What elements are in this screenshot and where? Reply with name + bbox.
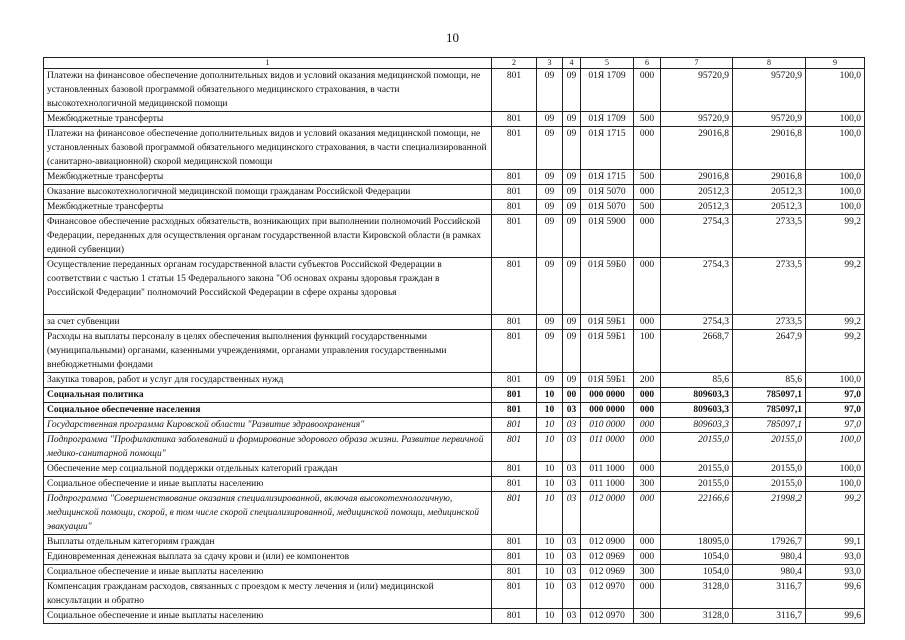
executed-amount-cell: 2733,5 — [733, 315, 806, 330]
planned-amount-cell: 2754,3 — [661, 258, 733, 315]
section-code-cell: 09 — [537, 373, 563, 388]
section-code-cell: 10 — [537, 433, 563, 462]
planned-amount-cell: 1054,0 — [661, 550, 733, 565]
expense-type-cell: 100 — [634, 330, 661, 373]
table-row — [44, 200, 865, 215]
target-article-cell: 01Я 59Б1 — [581, 330, 634, 373]
subsection-code-cell: 03 — [563, 433, 581, 462]
section-code-cell: 10 — [537, 462, 563, 477]
table-row — [44, 565, 865, 580]
executed-amount-cell: 2733,5 — [733, 258, 806, 315]
ministry-code-cell: 801 — [492, 373, 537, 388]
ministry-code-cell: 801 — [492, 170, 537, 185]
planned-amount-cell: 20512,3 — [661, 185, 733, 200]
execution-percent-cell: 100,0 — [806, 112, 865, 127]
section-code-cell: 09 — [537, 185, 563, 200]
target-article-cell: 010 0000 — [581, 418, 634, 433]
page-number: 10 — [446, 30, 459, 45]
planned-amount-cell: 809603,3 — [661, 403, 733, 418]
target-article-cell: 011 1000 — [581, 477, 634, 492]
target-article-cell: 01Я 1709 — [581, 69, 634, 112]
execution-percent-cell: 99,2 — [806, 215, 865, 258]
target-article-cell: 012 0000 — [581, 492, 634, 535]
expense-type-cell: 500 — [634, 200, 661, 215]
execution-percent-cell: 99,2 — [806, 330, 865, 373]
target-article-cell: 01Я 5900 — [581, 215, 634, 258]
ministry-code-cell: 801 — [492, 185, 537, 200]
planned-amount-cell: 85,6 — [661, 373, 733, 388]
table-row — [44, 433, 865, 462]
section-code-cell: 10 — [537, 550, 563, 565]
expense-name-cell: Закупка товаров, работ и услуг для государственных нужд — [44, 373, 492, 388]
planned-amount-cell: 22166,6 — [661, 492, 733, 535]
table-row — [44, 373, 865, 388]
expense-name-cell: Платежи на финансовое обеспечение дополнительных видов и условий оказания медицинской помощи, не установленных базовой программой обязательного медицинского страхования, в части высокотехнологичной медицинской помощи — [44, 69, 492, 112]
header-cell: 6 — [634, 58, 661, 69]
executed-amount-cell: 2647,9 — [733, 330, 806, 373]
execution-percent-cell: 100,0 — [806, 170, 865, 185]
section-code-cell: 09 — [537, 69, 563, 112]
subsection-code-cell: 09 — [563, 69, 581, 112]
planned-amount-cell: 20155,0 — [661, 462, 733, 477]
expense-name-cell: Финансовое обеспечение расходных обязательств, возникающих при выполнении полномочий Российской Федерации, переданных для осуществления органам государственной власти Кировской области (в рамках единой субвенции) — [44, 215, 492, 258]
target-article-cell: 01Я 59Б1 — [581, 373, 634, 388]
executed-amount-cell: 20155,0 — [733, 433, 806, 462]
section-code-cell: 10 — [537, 403, 563, 418]
target-article-cell: 000 0000 — [581, 403, 634, 418]
target-article-cell: 01Я 1709 — [581, 112, 634, 127]
execution-percent-cell: 99,6 — [806, 609, 865, 624]
ministry-code-cell: 801 — [492, 565, 537, 580]
header-row — [44, 58, 865, 69]
expense-name-cell: Государственная программа Кировской области "Развитие здравоохранения" — [44, 418, 492, 433]
table-row — [44, 580, 865, 609]
header-cell: 2 — [492, 58, 537, 69]
section-code-cell: 10 — [537, 492, 563, 535]
expense-type-cell: 300 — [634, 565, 661, 580]
subsection-code-cell: 03 — [563, 477, 581, 492]
ministry-code-cell: 801 — [492, 462, 537, 477]
planned-amount-cell: 809603,3 — [661, 418, 733, 433]
table-row — [44, 127, 865, 170]
table-row — [44, 609, 865, 624]
ministry-code-cell: 801 — [492, 580, 537, 609]
execution-percent-cell: 99,1 — [806, 535, 865, 550]
subsection-code-cell: 09 — [563, 258, 581, 315]
execution-percent-cell: 97,0 — [806, 418, 865, 433]
section-code-cell: 10 — [537, 477, 563, 492]
table-row — [44, 492, 865, 535]
expense-name-cell: Оказание высокотехнологичной медицинской помощи гражданам Российской Федерации — [44, 185, 492, 200]
executed-amount-cell: 3116,7 — [733, 580, 806, 609]
ministry-code-cell: 801 — [492, 330, 537, 373]
header-cell: 8 — [733, 58, 806, 69]
table-row — [44, 185, 865, 200]
subsection-code-cell: 09 — [563, 200, 581, 215]
ministry-code-cell: 801 — [492, 609, 537, 624]
subsection-code-cell: 09 — [563, 373, 581, 388]
subsection-code-cell: 03 — [563, 418, 581, 433]
header-cell: 1 — [44, 58, 492, 69]
expense-name-cell: Единовременная денежная выплата за сдачу крови и (или) ее компонентов — [44, 550, 492, 565]
ministry-code-cell: 801 — [492, 315, 537, 330]
ministry-code-cell: 801 — [492, 535, 537, 550]
execution-percent-cell: 99,6 — [806, 580, 865, 609]
subsection-code-cell: 00 — [563, 388, 581, 403]
expense-name-cell: Социальное обеспечение и иные выплаты населению — [44, 609, 492, 624]
executed-amount-cell: 20512,3 — [733, 200, 806, 215]
expense-name-cell: Межбюджетные трансферты — [44, 200, 492, 215]
section-code-cell: 09 — [537, 330, 563, 373]
expense-type-cell: 000 — [634, 127, 661, 170]
expense-name-cell: Социальное обеспечение населения — [44, 403, 492, 418]
ministry-code-cell: 801 — [492, 418, 537, 433]
planned-amount-cell: 2668,7 — [661, 330, 733, 373]
expense-type-cell: 300 — [634, 609, 661, 624]
executed-amount-cell: 785097,1 — [733, 403, 806, 418]
executed-amount-cell: 21998,2 — [733, 492, 806, 535]
expense-name-cell: Осуществление переданных органам государственной власти субъектов Российской Федерации в соответствии с частью 1 статьи 15 Федерального закона "Об основах охраны здоровья граждан в Российской Федерации" полномочий Российской Федерации в сфере охраны здоровья — [44, 258, 492, 315]
subsection-code-cell: 03 — [563, 492, 581, 535]
section-code-cell: 10 — [537, 609, 563, 624]
expense-type-cell: 000 — [634, 535, 661, 550]
planned-amount-cell: 20155,0 — [661, 477, 733, 492]
header-cell: 3 — [537, 58, 563, 69]
target-article-cell: 01Я 5070 — [581, 185, 634, 200]
table-row — [44, 550, 865, 565]
planned-amount-cell: 3128,0 — [661, 609, 733, 624]
target-article-cell: 012 0969 — [581, 550, 634, 565]
execution-percent-cell: 100,0 — [806, 433, 865, 462]
planned-amount-cell: 2754,3 — [661, 215, 733, 258]
expense-name-cell: Социальное обеспечение и иные выплаты населению — [44, 565, 492, 580]
executed-amount-cell: 2733,5 — [733, 215, 806, 258]
expense-name-cell: Компенсация гражданам расходов, связанных с проездом к месту лечения и (или) медицинской консультации и обратно — [44, 580, 492, 609]
section-code-cell: 09 — [537, 112, 563, 127]
target-article-cell: 012 0970 — [581, 580, 634, 609]
expense-name-cell: за счет субвенции — [44, 315, 492, 330]
ministry-code-cell: 801 — [492, 477, 537, 492]
execution-percent-cell: 99,2 — [806, 258, 865, 315]
table-row — [44, 315, 865, 330]
ministry-code-cell: 801 — [492, 127, 537, 170]
planned-amount-cell: 3128,0 — [661, 580, 733, 609]
execution-percent-cell: 99,2 — [806, 315, 865, 330]
table-row — [44, 477, 865, 492]
expense-name-cell: Подпрограмма "Совершенствование оказания специализированной, включая высокотехнологичную, медицинской помощи, скорой, в том числе скорой специализированной, медицинской помощи, медицинской эвакуации" — [44, 492, 492, 535]
planned-amount-cell: 29016,8 — [661, 170, 733, 185]
expense-type-cell: 000 — [634, 492, 661, 535]
planned-amount-cell: 18095,0 — [661, 535, 733, 550]
executed-amount-cell: 29016,8 — [733, 170, 806, 185]
expense-type-cell: 300 — [634, 477, 661, 492]
expense-type-cell: 000 — [634, 69, 661, 112]
execution-percent-cell: 100,0 — [806, 462, 865, 477]
subsection-code-cell: 03 — [563, 580, 581, 609]
executed-amount-cell: 785097,1 — [733, 418, 806, 433]
section-code-cell: 09 — [537, 315, 563, 330]
executed-amount-cell: 20155,0 — [733, 462, 806, 477]
section-code-cell: 09 — [537, 127, 563, 170]
expense-type-cell: 500 — [634, 170, 661, 185]
section-code-cell: 10 — [537, 388, 563, 403]
subsection-code-cell: 03 — [563, 535, 581, 550]
execution-percent-cell: 97,0 — [806, 388, 865, 403]
subsection-code-cell: 03 — [563, 550, 581, 565]
section-code-cell: 10 — [537, 580, 563, 609]
ministry-code-cell: 801 — [492, 550, 537, 565]
target-article-cell: 011 0000 — [581, 433, 634, 462]
expense-type-cell: 000 — [634, 258, 661, 315]
section-code-cell: 09 — [537, 200, 563, 215]
target-article-cell: 012 0900 — [581, 535, 634, 550]
table-row — [44, 418, 865, 433]
expense-type-cell: 000 — [634, 388, 661, 403]
table-row — [44, 462, 865, 477]
expense-name-cell: Межбюджетные трансферты — [44, 170, 492, 185]
subsection-code-cell: 03 — [563, 403, 581, 418]
section-code-cell: 10 — [537, 535, 563, 550]
ministry-code-cell: 801 — [492, 492, 537, 535]
executed-amount-cell: 785097,1 — [733, 388, 806, 403]
table-row — [44, 112, 865, 127]
table-row — [44, 170, 865, 185]
expense-type-cell: 000 — [634, 418, 661, 433]
ministry-code-cell: 801 — [492, 433, 537, 462]
target-article-cell: 011 1000 — [581, 462, 634, 477]
ministry-code-cell: 801 — [492, 215, 537, 258]
target-article-cell: 012 0969 — [581, 565, 634, 580]
section-code-cell: 09 — [537, 258, 563, 315]
table-row — [44, 258, 865, 315]
header-cell: 5 — [581, 58, 634, 69]
expense-type-cell: 000 — [634, 185, 661, 200]
subsection-code-cell: 03 — [563, 609, 581, 624]
expense-type-cell: 000 — [634, 580, 661, 609]
executed-amount-cell: 29016,8 — [733, 127, 806, 170]
header-cell: 9 — [806, 58, 865, 69]
executed-amount-cell: 20155,0 — [733, 477, 806, 492]
subsection-code-cell: 09 — [563, 170, 581, 185]
expense-name-cell: Межбюджетные трансферты — [44, 112, 492, 127]
expense-type-cell: 000 — [634, 550, 661, 565]
execution-percent-cell: 100,0 — [806, 200, 865, 215]
target-article-cell: 01Я 1715 — [581, 170, 634, 185]
execution-percent-cell: 99,2 — [806, 492, 865, 535]
target-article-cell: 012 0970 — [581, 609, 634, 624]
planned-amount-cell: 95720,9 — [661, 69, 733, 112]
planned-amount-cell: 20512,3 — [661, 200, 733, 215]
execution-percent-cell: 97,0 — [806, 403, 865, 418]
subsection-code-cell: 09 — [563, 127, 581, 170]
header-cell: 4 — [563, 58, 581, 69]
execution-percent-cell: 100,0 — [806, 373, 865, 388]
subsection-code-cell: 09 — [563, 185, 581, 200]
execution-percent-cell: 93,0 — [806, 550, 865, 565]
section-code-cell: 10 — [537, 418, 563, 433]
expense-name-cell: Обеспечение мер социальной поддержки отдельных категорий граждан — [44, 462, 492, 477]
ministry-code-cell: 801 — [492, 112, 537, 127]
expense-type-cell: 000 — [634, 215, 661, 258]
target-article-cell: 01Я 5070 — [581, 200, 634, 215]
subsection-code-cell: 09 — [563, 330, 581, 373]
expense-name-cell: Расходы на выплаты персоналу в целях обеспечения выполнения функций государственными (муниципальными) органами, казенными учреждениями, органами управления государственными внебюджетными фондами — [44, 330, 492, 373]
executed-amount-cell: 980,4 — [733, 565, 806, 580]
planned-amount-cell: 809603,3 — [661, 388, 733, 403]
executed-amount-cell: 980,4 — [733, 550, 806, 565]
planned-amount-cell: 95720,9 — [661, 112, 733, 127]
expense-name-cell: Социальное обеспечение и иные выплаты населению — [44, 477, 492, 492]
section-code-cell: 09 — [537, 215, 563, 258]
expense-type-cell: 500 — [634, 112, 661, 127]
subsection-code-cell: 03 — [563, 565, 581, 580]
subsection-code-cell: 09 — [563, 112, 581, 127]
target-article-cell: 01Я 59Б1 — [581, 315, 634, 330]
expense-type-cell: 000 — [634, 403, 661, 418]
expense-type-cell: 200 — [634, 373, 661, 388]
table-row — [44, 330, 865, 373]
subsection-code-cell: 03 — [563, 462, 581, 477]
header-cell: 7 — [661, 58, 733, 69]
ministry-code-cell: 801 — [492, 388, 537, 403]
table-row — [44, 535, 865, 550]
expense-type-cell: 000 — [634, 462, 661, 477]
ministry-code-cell: 801 — [492, 69, 537, 112]
ministry-code-cell: 801 — [492, 200, 537, 215]
expense-name-cell: Платежи на финансовое обеспечение дополнительных видов и условий оказания медицинской помощи, не установленных базовой программой обязательного медицинского страхования, в части специализированной (санитарно-авиационной) скорой медицинской помощи — [44, 127, 492, 170]
ministry-code-cell: 801 — [492, 403, 537, 418]
executed-amount-cell: 95720,9 — [733, 112, 806, 127]
executed-amount-cell: 85,6 — [733, 373, 806, 388]
section-code-cell: 10 — [537, 565, 563, 580]
planned-amount-cell: 2754,3 — [661, 315, 733, 330]
expense-name-cell: Подпрограмма "Профилактика заболеваний и формирование здорового образа жизни. Развитие первичной медико-санитарной помощи" — [44, 433, 492, 462]
planned-amount-cell: 20155,0 — [661, 433, 733, 462]
target-article-cell: 01Я 1715 — [581, 127, 634, 170]
execution-percent-cell: 100,0 — [806, 477, 865, 492]
expense-type-cell: 000 — [634, 315, 661, 330]
execution-percent-cell: 100,0 — [806, 69, 865, 112]
execution-percent-cell: 93,0 — [806, 565, 865, 580]
table-row — [44, 403, 865, 418]
subsection-code-cell: 09 — [563, 315, 581, 330]
subsection-code-cell: 09 — [563, 215, 581, 258]
target-article-cell: 01Я 59Б0 — [581, 258, 634, 315]
executed-amount-cell: 3116,7 — [733, 609, 806, 624]
expense-name-cell: Социальная политика — [44, 388, 492, 403]
execution-percent-cell: 100,0 — [806, 127, 865, 170]
section-code-cell: 09 — [537, 170, 563, 185]
table-row — [44, 388, 865, 403]
planned-amount-cell: 29016,8 — [661, 127, 733, 170]
expense-type-cell: 000 — [634, 433, 661, 462]
executed-amount-cell: 95720,9 — [733, 69, 806, 112]
target-article-cell: 000 0000 — [581, 388, 634, 403]
expense-name-cell: Выплаты отдельным категориям граждан — [44, 535, 492, 550]
executed-amount-cell: 17926,7 — [733, 535, 806, 550]
table-row — [44, 69, 865, 112]
table-row — [44, 215, 865, 258]
execution-percent-cell: 100,0 — [806, 185, 865, 200]
budget-table — [43, 57, 865, 624]
ministry-code-cell: 801 — [492, 258, 537, 315]
planned-amount-cell: 1054,0 — [661, 565, 733, 580]
executed-amount-cell: 20512,3 — [733, 185, 806, 200]
